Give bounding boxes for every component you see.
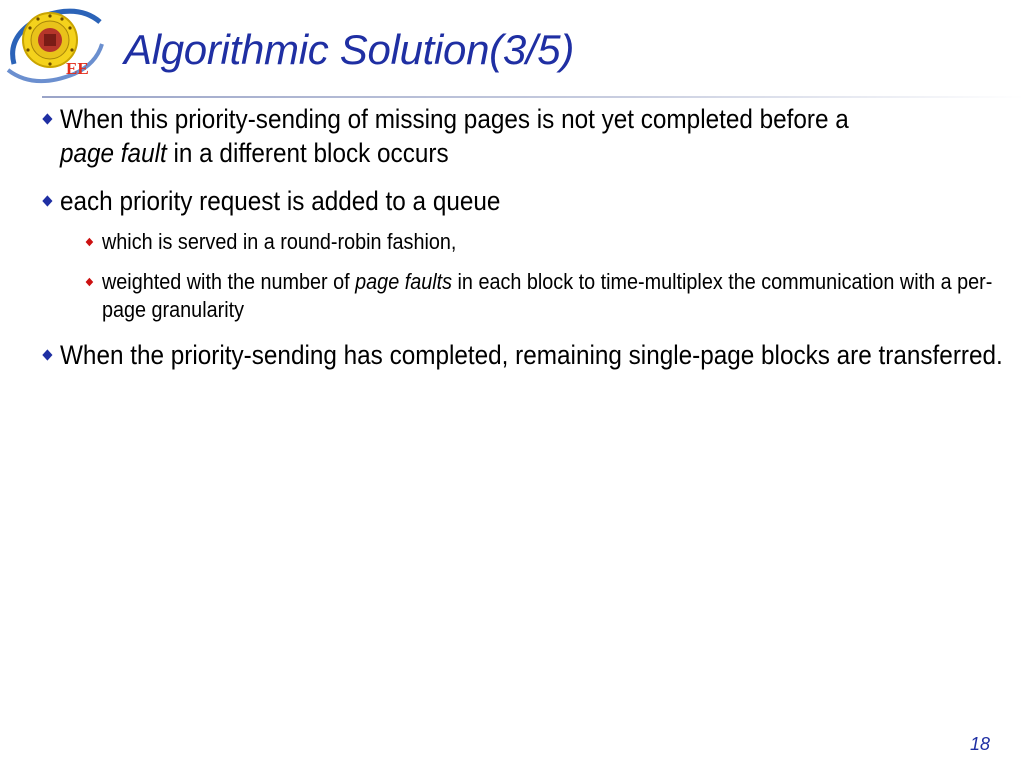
sub-bullet-text: which is served in a round-robin fashion, [102,229,457,254]
sub-bullet-text: in each block to time-multiplex the communication with a per-page granularity [102,269,993,322]
slide-content [42,102,1003,386]
sub-bullet-italic-term: page faults [355,269,453,294]
red-diamond-bullet-icon [86,238,94,246]
bullet-text: When this priority-sending of missing pages is not yet completed before a [60,104,849,134]
bullet-item [42,338,1010,372]
department-logo-icon [4,4,104,88]
bullet-italic-term: page fault [60,138,167,168]
bullet-item [42,102,1010,170]
diamond-bullet-icon [42,349,52,360]
red-diamond-bullet-icon [86,278,94,286]
diamond-bullet-icon [42,195,52,206]
page-number: 18 [969,734,990,754]
sub-bullet-list [84,228,992,324]
logo-lettering: EE [66,59,89,78]
bullet-item [42,184,1010,218]
sub-bullet-item [84,228,1002,256]
bullet-text: in a different block occurs [166,138,449,168]
sub-bullet-item [84,268,1002,324]
diamond-bullet-icon [42,113,52,124]
bullet-text: each priority request is added to a queue [60,186,501,216]
title-divider [42,96,1024,98]
sub-bullet-text: weighted with the number of [102,269,356,294]
slide-title: Algorithmic Solution(3/5) [124,26,575,73]
bullet-text: When the priority-sending has completed, remaining single-page blocks are transferred. [60,340,1003,370]
